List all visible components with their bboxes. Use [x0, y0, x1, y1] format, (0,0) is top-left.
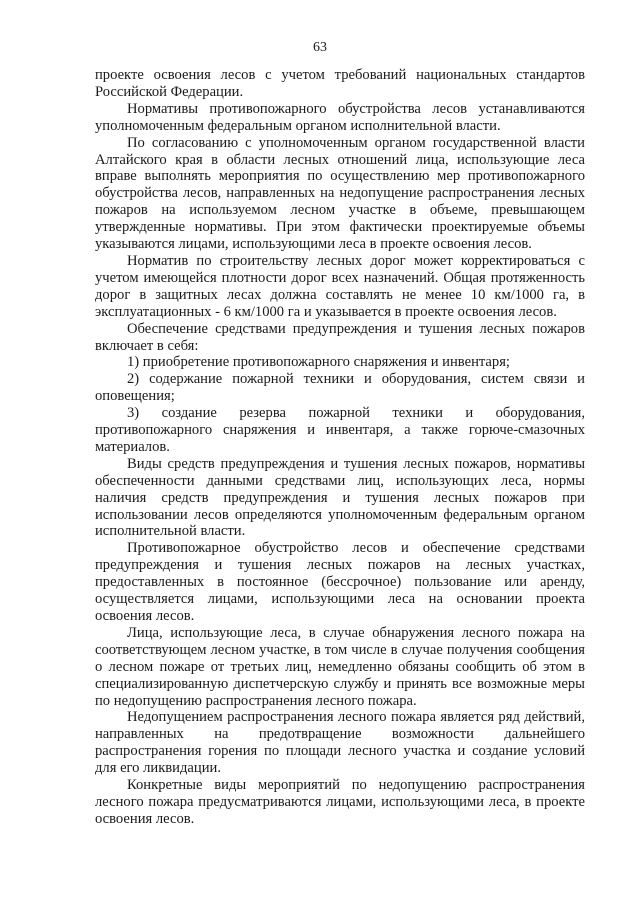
- paragraph-fire-detection: Лица, использующие леса, в случае обнаружения лесного пожара на соответствующем лесном участке, в том числе в случае получения сообщения о лесном пожаре от третьих лиц, немедленно обязаны сообщить об этом в специализированную диспетчерскую службу и принять все возможные меры по недопущению распространения лесного пожара.: [95, 624, 585, 709]
- page-number: 63: [313, 40, 327, 55]
- paragraph-means-types: Виды средств предупреждения и тушения лесных пожаров, нормативы обеспеченности данными средствами лиц, использующих леса, нормы наличия средств предупреждения и тушения лесных пожаров при использовании лесов определяются уполномоченным федеральным органом исполнительной власти.: [95, 455, 585, 540]
- paragraph-fire-norms: Нормативы противопожарного обустройства лесов устанавливаются уполномоченным федеральным органом исполнительной власти.: [95, 100, 585, 134]
- list-item-3: 3) создание резерва пожарной техники и оборудования, противопожарного снаряжения и инвентаря, а также горюче-смазочных материалов.: [95, 405, 585, 455]
- paragraph-road-norm: Норматив по строительству лесных дорог может корректироваться с учетом имеющейся плотности дорог всех назначений. Общая протяженность дорог в защитных лесах должна составлять не менее 10 км/1000 га, в эксплуатационных - 6 км/1000 га и указывается в проекте освоения лесов.: [95, 252, 585, 320]
- list-item-1: 1) приобретение противопожарного снаряжения и инвентаря;: [127, 354, 510, 371]
- paragraph-agreement: По согласованию с уполномоченным органом государственной власти Алтайского края в области лесных отношений лица, использующие леса вправе выполнять мероприятия по осуществлению мер противопожарного обустройства лесов, направленных на недопущение распространения лесных пожаров на используемом лесном участке в объеме, превышающем утвержденные нормативы. При этом фактически проектируемые объемы указываются лицами, использующими леса в проекте освоения лесов.: [95, 134, 585, 253]
- paragraph-provision-intro: Обеспечение средствами предупреждения и тушения лесных пожаров включает в себя:: [95, 320, 585, 354]
- list-item-2: 2) содержание пожарной техники и оборудования, систем связи и оповещения;: [95, 371, 585, 405]
- paragraph-specific-measures: Конкретные виды мероприятий по недопущению распространения лесного пожара предусматриваются лицами, использующими леса, в проекте освоения лесов.: [95, 777, 585, 827]
- paragraph-continuation: проекте освоения лесов с учетом требований национальных стандартов Российской Федерации.: [95, 67, 585, 100]
- paragraph-fire-arrangement: Противопожарное обустройство лесов и обеспечение средствами предупреждения и тушения лесных пожаров на лесных участках, предоставленных в постоянное (бессрочное) пользование или аренду, осуществляется лицами, использующими леса на основании проекта освоения лесов.: [95, 540, 585, 624]
- paragraph-prevention-definition: Недопущением распространения лесного пожара является ряд действий, направленных на предотвращение возможности дальнейшего распространения горения по площади лесного участка и создание условий для его ликвидации.: [95, 709, 585, 777]
- document-body: [95, 67, 585, 828]
